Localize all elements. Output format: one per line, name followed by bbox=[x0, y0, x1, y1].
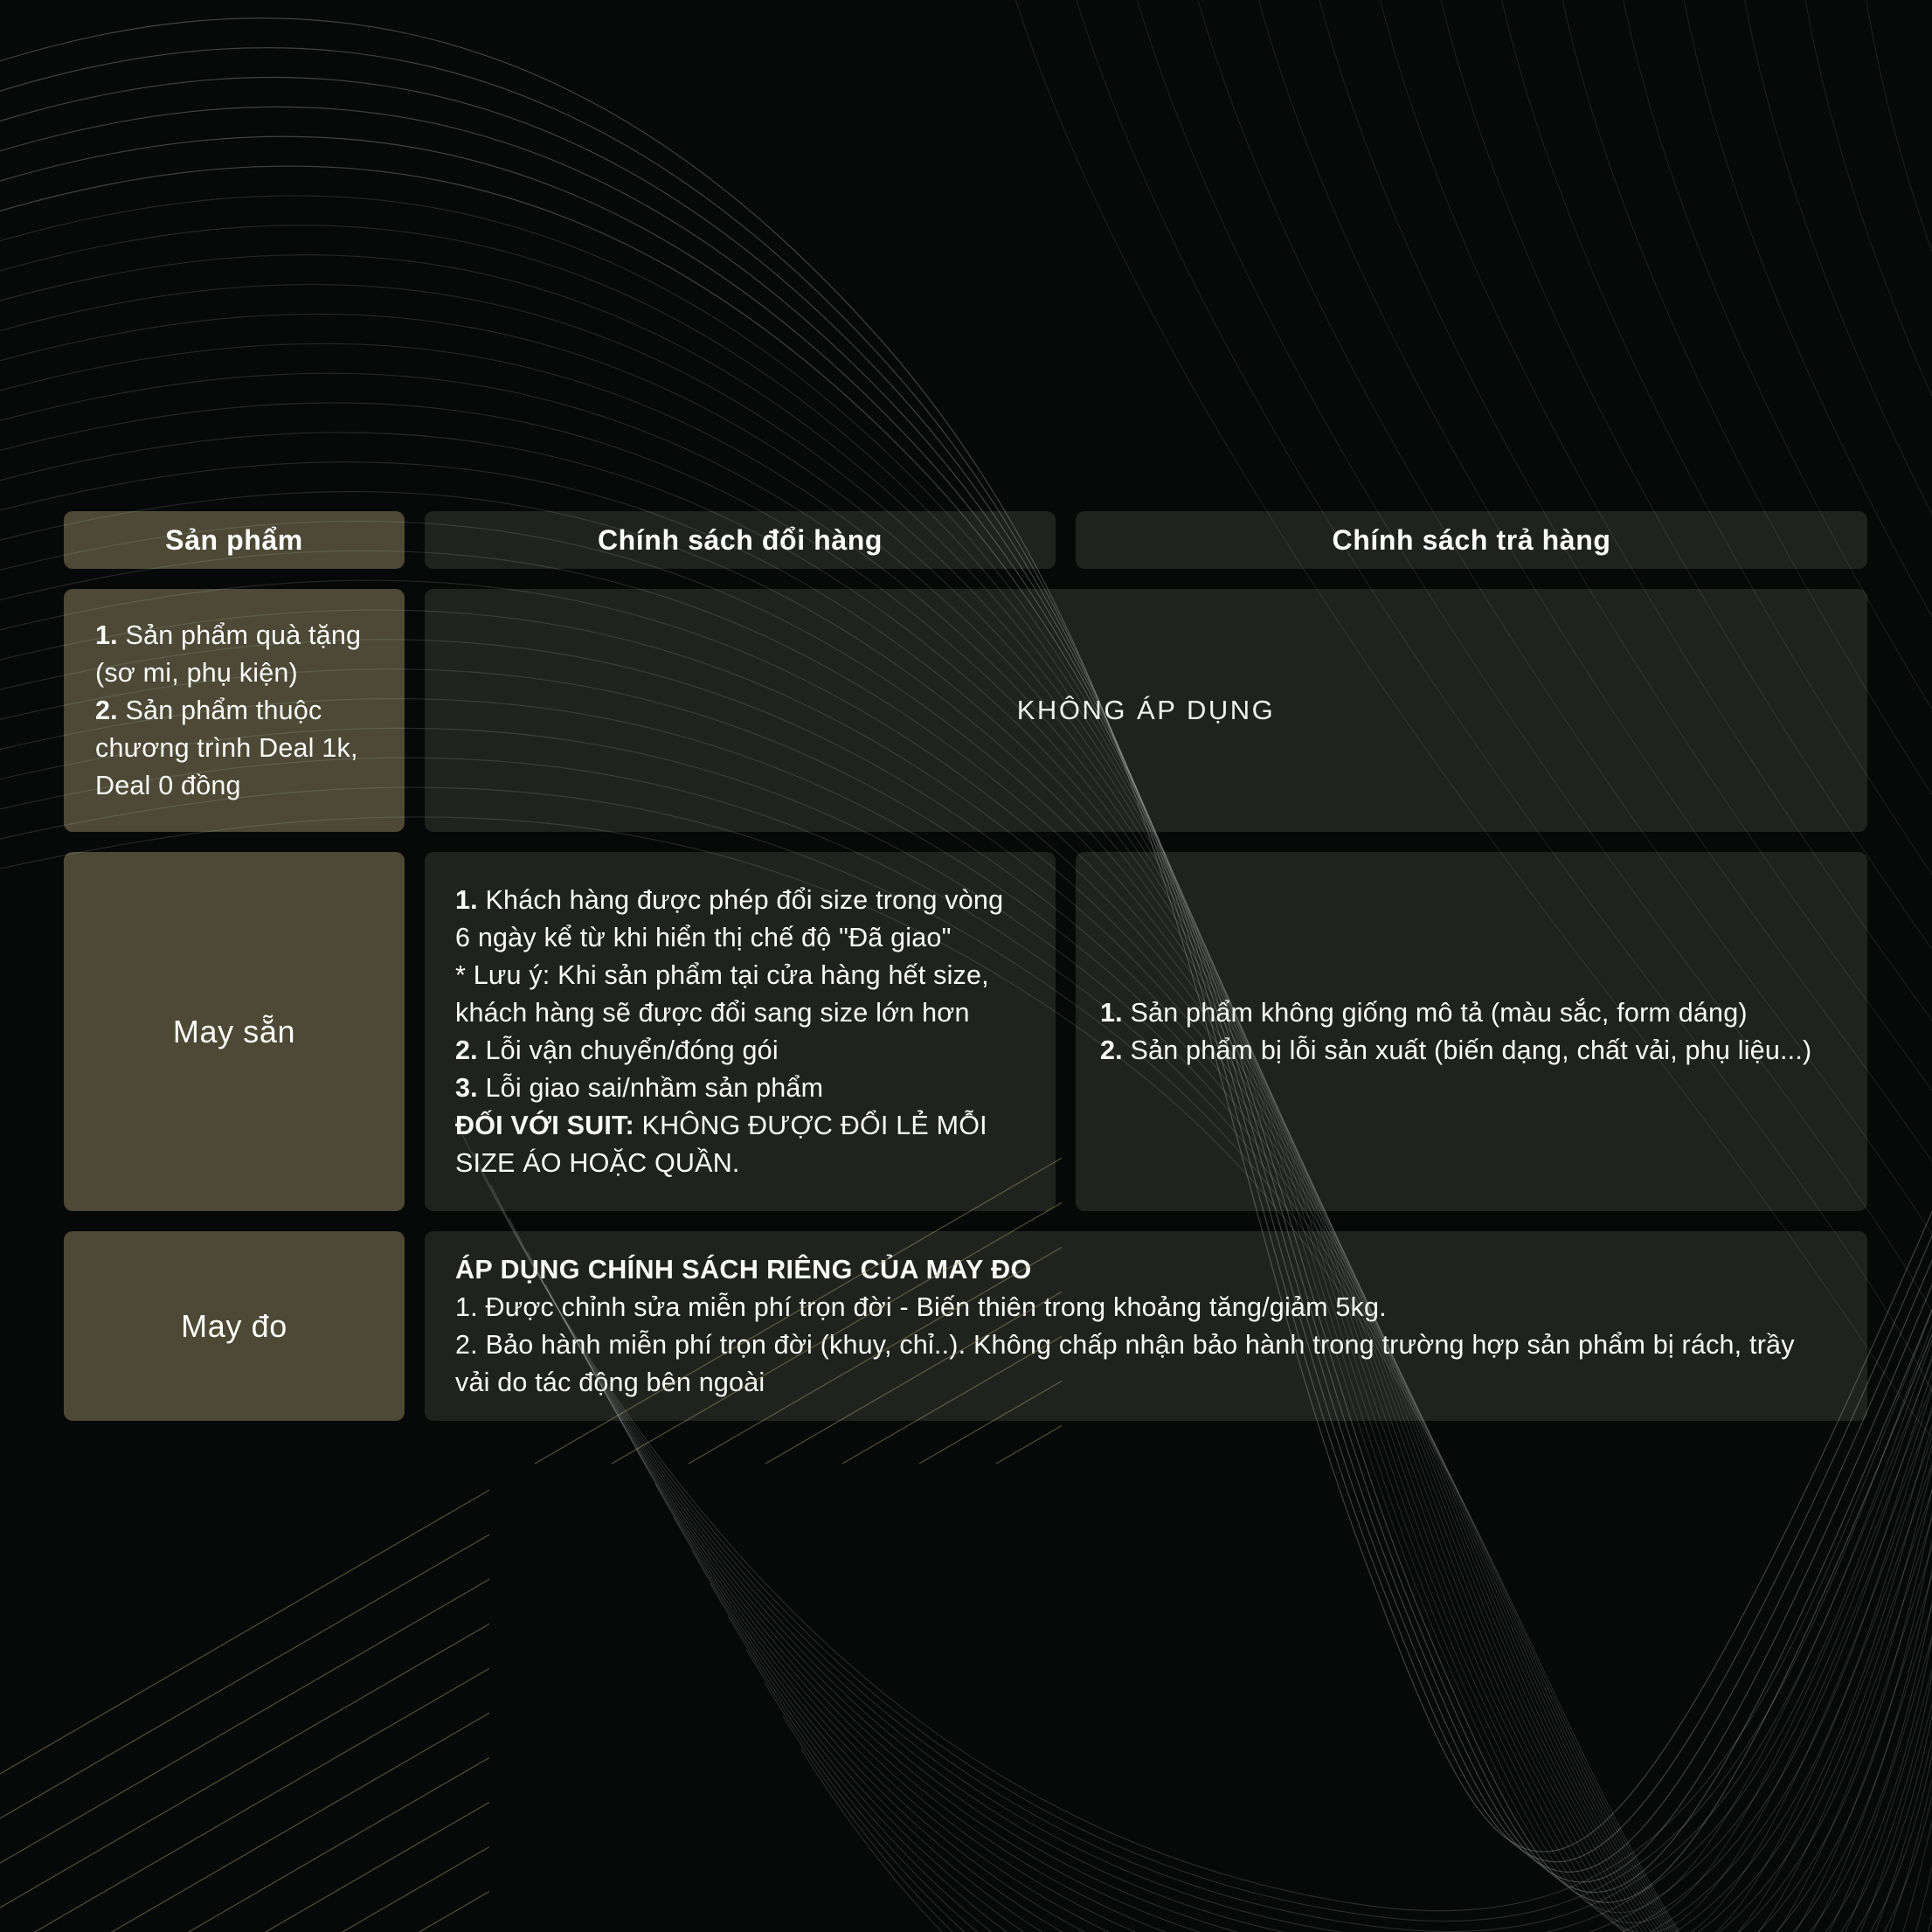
policy-table bbox=[64, 511, 1867, 1421]
cell-ready-made-return bbox=[1076, 852, 1867, 1211]
header-exchange-label: Chính sách đổi hàng bbox=[597, 523, 883, 556]
custom-policy-line-1: 1. Được chỉnh sửa miễn phí trọn đời - Biến thiên trong khoảng tăng/giảm 5kg. bbox=[455, 1291, 1387, 1322]
custom-policy-heading: ÁP DỤNG CHÍNH SÁCH RIÊNG CỦA MAY ĐO bbox=[455, 1254, 1032, 1285]
header-product bbox=[64, 511, 405, 569]
return-item-1: 1. Sản phẩm không giống mô tả (màu sắc, form dáng) bbox=[1100, 997, 1748, 1028]
ready-made-exchange-text bbox=[455, 882, 1021, 1182]
cell-ready-made bbox=[64, 852, 405, 1211]
gift-item-2: 2. Sản phẩm thuộc chương trình Deal 1k, Deal 0 đồng bbox=[95, 695, 358, 800]
not-applicable-label: KHÔNG ÁP DỤNG bbox=[1016, 695, 1276, 725]
made-to-measure-label: May đo bbox=[181, 1307, 287, 1344]
exchange-item-1: 1. Khách hàng được phép đổi size trong vòng 6 ngày kể từ khi hiển thị chế độ "Đã giao" bbox=[455, 884, 1004, 952]
gift-item-1: 1. Sản phẩm quà tặng (sơ mi, phụ kiện) bbox=[95, 620, 362, 688]
ready-made-return-text bbox=[1100, 994, 1811, 1070]
header-return-policy bbox=[1076, 511, 1867, 569]
cell-made-to-measure bbox=[64, 1231, 405, 1421]
header-exchange-policy bbox=[425, 511, 1056, 569]
exchange-suit-rule: ĐỐI VỚI SUIT: KHÔNG ĐƯỢC ĐỔI LẺ MỖI SIZE ÁO HOẶC QUẦN. bbox=[455, 1110, 987, 1178]
exchange-note: * Lưu ý: Khi sản phẩm tại cửa hàng hết size, khách hàng sẽ được đổi sang size lớn hơn bbox=[455, 959, 989, 1028]
header-return-label: Chính sách trả hàng bbox=[1332, 523, 1611, 556]
custom-policy-line-2: 2. Bảo hành miễn phí trọn đời (khuy, chỉ..). Không chấp nhận bảo hành trong trường hợp sản phẩm bị rách, trầy vải do tác động bên ngoài bbox=[455, 1329, 1795, 1397]
header-product-label: Sản phẩm bbox=[165, 523, 303, 556]
cell-gift-products bbox=[64, 589, 405, 832]
gift-products-text bbox=[95, 617, 382, 805]
cell-not-applicable bbox=[425, 589, 1867, 832]
ready-made-label: May sẵn bbox=[172, 1013, 296, 1049]
made-to-measure-policy-text bbox=[455, 1251, 1832, 1402]
exchange-item-3: 3. Lỗi giao sai/nhầm sản phẩm bbox=[455, 1072, 824, 1103]
exchange-item-2: 2. Lỗi vận chuyển/đóng gói bbox=[455, 1035, 779, 1065]
return-item-2: 2. Sản phẩm bị lỗi sản xuất (biến dạng, chất vải, phụ liệu...) bbox=[1100, 1035, 1812, 1065]
cell-ready-made-exchange bbox=[425, 852, 1056, 1211]
cell-made-to-measure-policy bbox=[425, 1231, 1867, 1421]
